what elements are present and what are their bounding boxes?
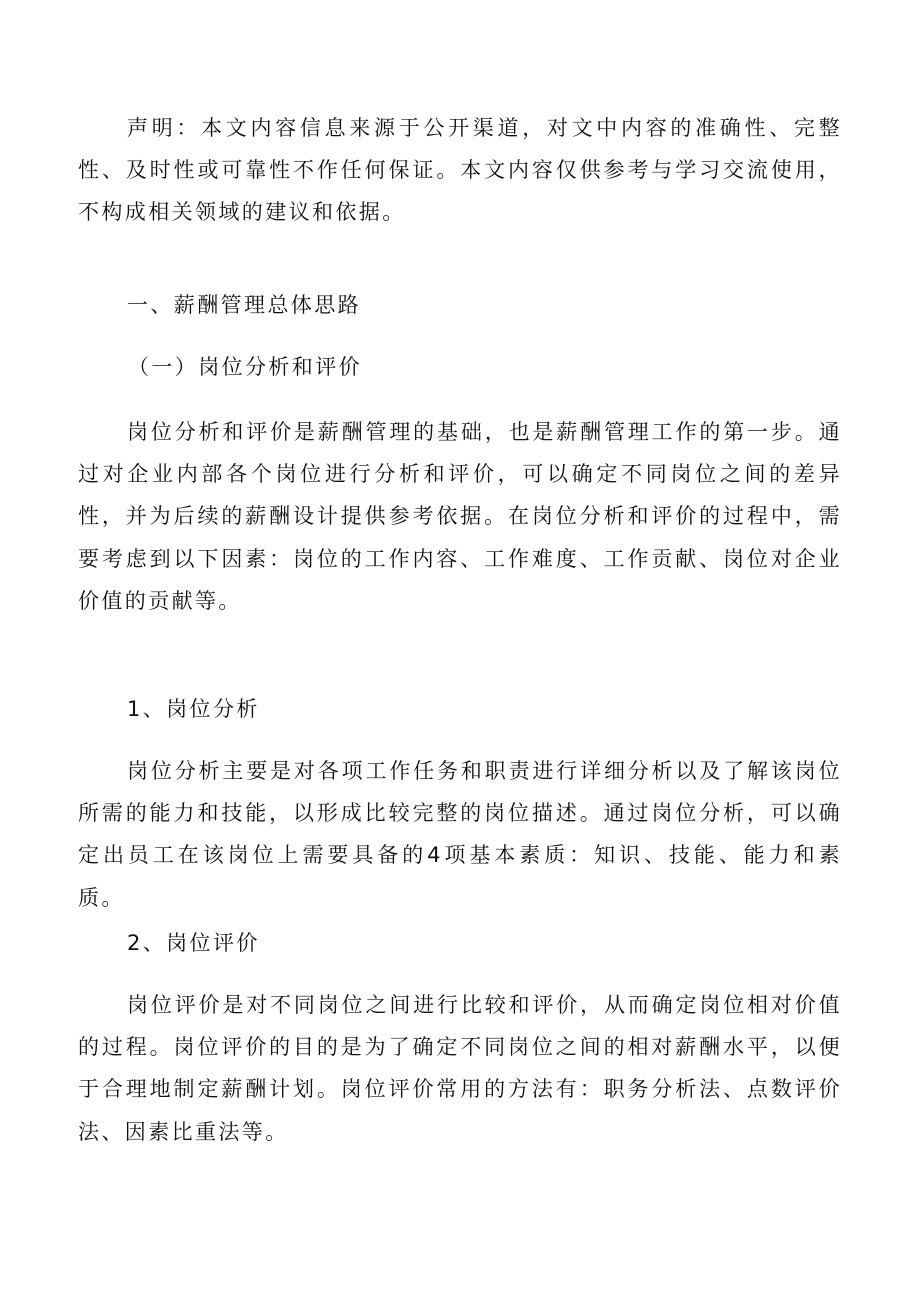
subsection-1-heading: （一）岗位分析和评价 [128, 355, 362, 379]
disclaimer-paragraph: 声明：本文内容信息来源于公开渠道，对文中内容的准确性、完整性、及时性或可靠性不作任何保证。本文内容仅供参考与学习交流使用，不构成相关领域的建议和依据。 [78, 116, 842, 225]
subsection-1-paragraph: 岗位分析和评价是薪酬管理的基础，也是薪酬管理工作的第一步。通过对企业内部各个岗位进行分析和评价，可以确定不同岗位之间的差异性，并为后续的薪酬设计提供参考依据。在岗位分析和评价的过程中，需要考虑到以下因素：岗位的工作内容、工作难度、工作贡献、岗位对企业价值的贡献等。 [78, 420, 842, 613]
item-1-paragraph: 岗位分析主要是对各项工作任务和职责进行详细分析以及了解该岗位所需的能力和技能，以形成比较完整的岗位描述。通过岗位分析，可以确定出员工在该岗位上需要具备的4项基本素质：知识、技能、能力和素质。 [78, 759, 842, 910]
item-2-heading: 2、岗位评价 [127, 931, 260, 955]
item-1-heading: 1、岗位分析 [127, 697, 260, 721]
section-1-heading: 一、薪酬管理总体思路 [127, 293, 361, 317]
item-2-paragraph: 岗位评价是对不同岗位之间进行比较和评价，从而确定岗位相对价值的过程。岗位评价的目的是为了确定不同岗位之间的相对薪酬水平，以便于合理地制定薪酬计划。岗位评价常用的方法有：职务分析法、点数评价法、因素比重法等。 [78, 993, 842, 1144]
